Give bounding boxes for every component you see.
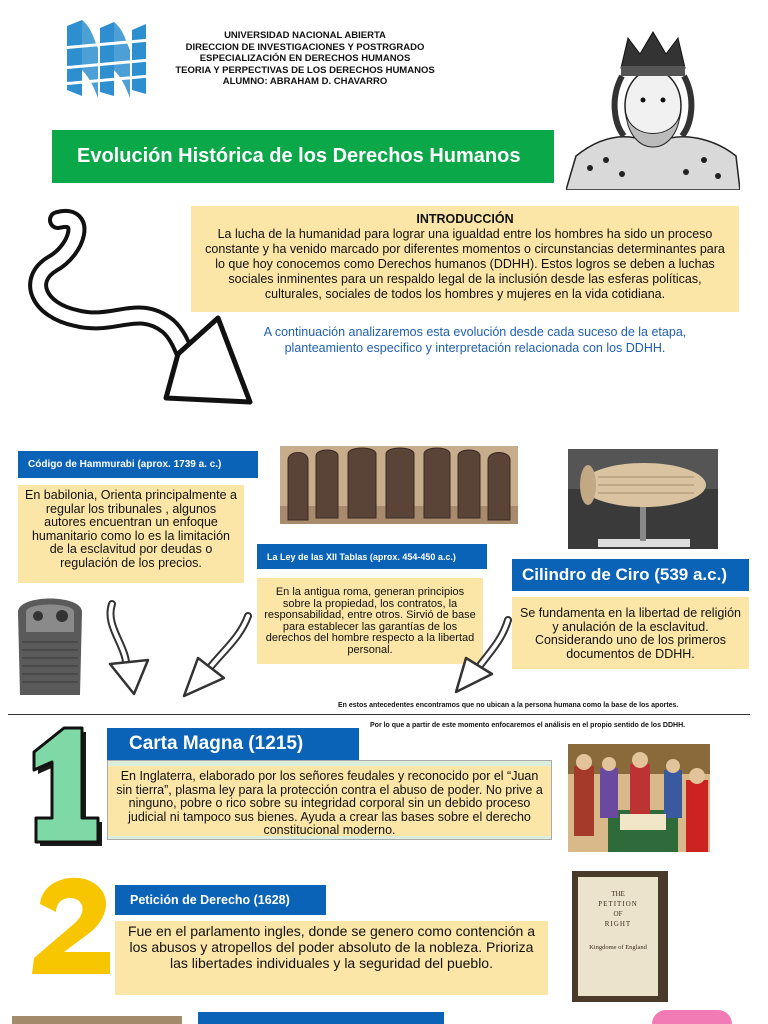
institution-header — [150, 30, 460, 88]
introduction-text: La lucha de la humanidad para lograr una igualdad entre los hombres ha sido un proceso constante y ha venido marcado por diferentes momentos o circunstancias determinantes para lo que hoy conocemos como Derechos humanos (DDHH). Estos logros se deben a luchas sociales inminentes para un respaldo legal de la inclusión desde las esferas políticas, culturales, sociales de todos los hombres y mujeres en la vida cotidiana. — [205, 227, 725, 301]
header-line: UNIVERSIDAD NACIONAL ABIERTA — [224, 30, 386, 41]
document-line: THE — [611, 890, 625, 898]
document-line: PETITION — [598, 900, 638, 908]
magna-carta-painting — [568, 744, 710, 852]
focus-note: Por lo que a partir de este momento enfocaremos el análisis en el propio sentido de los DDHH. — [370, 722, 686, 729]
cyrus-cylinder-label: Cilindro de Ciro (539 a.c.) — [512, 559, 749, 591]
introduction-box — [191, 206, 739, 312]
cyrus-cylinder-photo — [568, 449, 718, 549]
magna-carta-label: Carta Magna (1215) — [107, 728, 359, 760]
petition-of-right-text: Fue en el parlamento ingles, donde se genero como contención a los abusos y atropellos del poder absoluto de la nobleza. Prioriza las libertades individuales y la seguridad del pueblo. — [115, 921, 548, 995]
petition-of-right-label: Petición de Derecho (1628) — [115, 885, 326, 915]
section-divider — [8, 714, 750, 715]
curved-arrow-icon — [100, 598, 160, 698]
university-logo — [62, 18, 150, 100]
hammurabi-text: En babilonia, Orienta principalmente a regular los tribunales , algunos autores encuentran un enfoque humanitario como lo es la limitación de la esclavitud por deudas o regulación de los precios. — [18, 485, 244, 583]
magna-carta-box — [107, 760, 552, 840]
partial-bottom-image — [12, 1016, 182, 1024]
continuation-text: A continuación analizaremos esta evolución desde cada suceso de la etapa, planteamiento especifico y interpretación relacionada con los DDHH. — [263, 325, 687, 355]
tablets-photo — [280, 446, 518, 524]
number-two-graphic — [26, 872, 118, 976]
pink-circle-decoration — [652, 1010, 732, 1024]
antecedents-note: En estos antecedentes encontramos que no ubican a la persona humana como la base de los aportes. — [338, 702, 679, 709]
header-line: ALUMNO: ABRAHAM D. CHAVARRO — [222, 76, 388, 87]
introduction-heading: INTRODUCCIÓN — [416, 212, 514, 226]
document-line: OF — [613, 910, 623, 918]
document-line: Kingdome of England — [589, 944, 647, 951]
twelve-tables-label: La Ley de las XII Tablas (aprox. 454-450 a.c.) — [257, 544, 487, 569]
curved-arrow-icon — [178, 608, 256, 700]
cyrus-cylinder-text: Se fundamenta en la libertad de religión y anulación de la esclavitud. Considerando uno de los primeros documentos de DDHH. — [512, 597, 749, 669]
twelve-tables-text: En la antigua roma, generan principios sobre la propiedad, los contratos, la responsabilidad, entre otros. Sirvió de base para establecer las garantías de los derechos del hombre respecto a la libertad personal. — [257, 578, 483, 664]
document-line: RIGHT — [604, 920, 632, 928]
hammurabi-label: Código de Hammurabi (aprox. 1739 a. c.) — [18, 451, 258, 478]
page-title: Evolución Histórica de los Derechos Humanos — [52, 130, 554, 183]
king-portrait — [566, 28, 740, 190]
petition-of-right-document — [572, 871, 668, 1002]
number-one-graphic — [20, 722, 104, 848]
header-line: TEORIA Y PERPECTIVAS DE LOS DERECHOS HUMANOS — [175, 64, 435, 76]
curved-arrow-icon — [452, 612, 516, 698]
header-line: ESPECIALIZACIÓN EN DERECHOS HUMANOS — [199, 53, 411, 64]
partial-bottom-label — [198, 1012, 444, 1024]
header-line: DIRECCION DE INVESTIGACIONES Y POSTRGRADO — [185, 41, 425, 53]
hammurabi-stele-photo — [14, 592, 86, 695]
magna-carta-text: En Inglaterra, elaborado por los señores feudales y reconocido por el “Juan sin tierra”, plasma ley para la protección contra el abuso de poder. No prive a ninguno, pobre o rico sobre su integridad corporal sin un debido proceso judicial ni tampoco sus bienes. Ayuda a crear las bases sobre el derecho constitucional moderno. — [108, 766, 551, 836]
